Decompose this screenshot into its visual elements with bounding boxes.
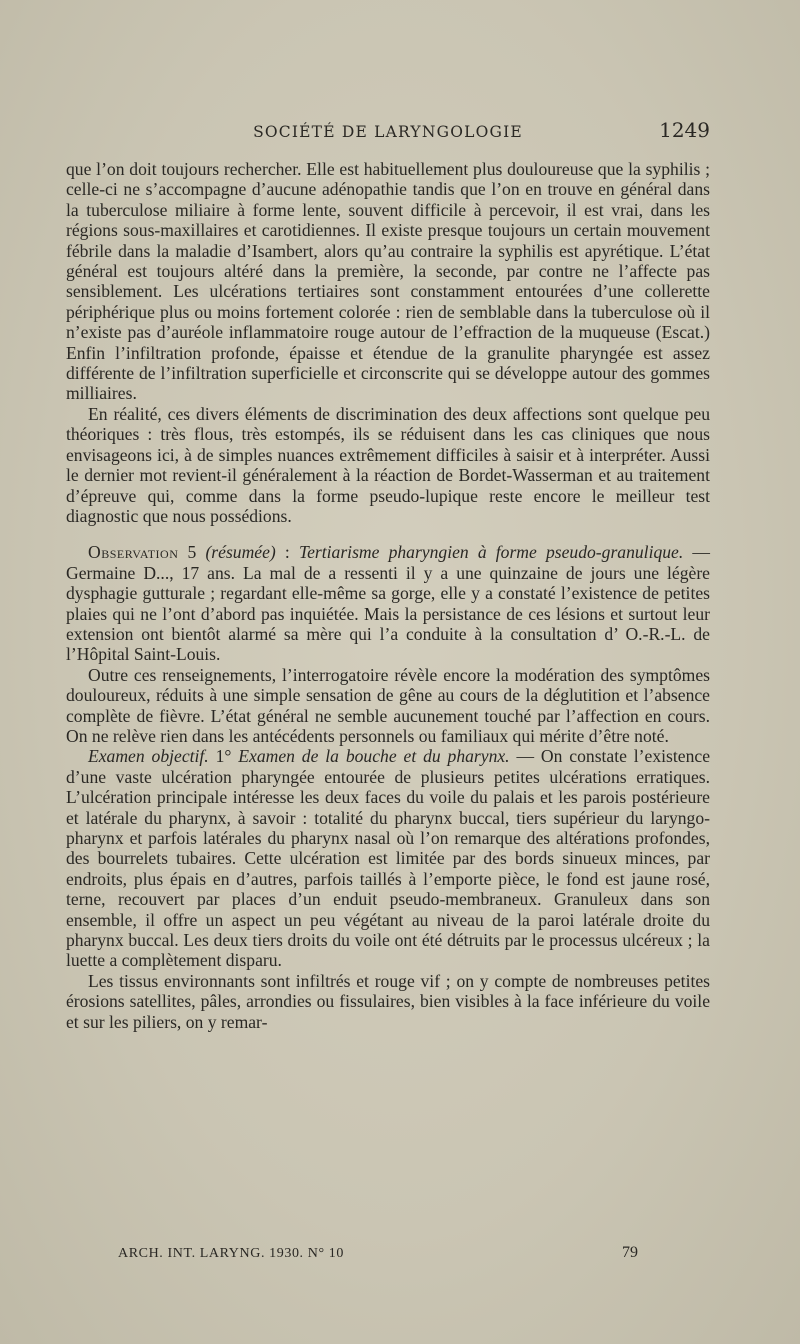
paragraph-examen	[66, 746, 710, 970]
observation-separator: :	[275, 542, 299, 563]
paragraph-tissus: Les tissus environnants sont infiltrés et rouge vif ; on y compte de nombreuses petites érosions satellites, pâles, arrondies ou fissulaires, bien visibles à la face inférieure du voile et sur les piliers, on y remar-	[66, 970, 710, 1032]
observation-resumee: (résumée)	[205, 542, 276, 563]
page-footer	[118, 1244, 638, 1268]
paragraph-continuation: que l’on doit toujours rechercher. Elle est habituellement plus douloureuse que la syphilis ; celle-ci ne s’accompagne d’aucune adénopathie tandis que l’on en trouve en général dans la tuberculose miliaire à forme lente, souvent difficile à percevoir, il est vrai, dans les régions sous-maxillaires et carotidiennes. Il existe presque toujours un certain mouvement fébrile dans la maladie d’Isambert, alors qu’au contraire la syphilis est apyrétique. L’état général est toujours altéré dans la première, la seconde, par contre ne l’affecte pas sensiblement. Les ulcérations tertiaires sont constamment entourées d’une collerette périphérique plus ou moins fortement colorée : rien de semblable dans la tuberculose où il n’existe pas d’auréole inflammatoire rouge autour de l’effraction de la muqueuse (Escat.) Enfin l’infiltration profonde, épaisse et étendue de la granulite pharyngée est assez différente de l’infiltration superficielle et circonscrite qui se développe autour des gommes milliaires.	[66, 159, 710, 404]
running-head	[66, 118, 710, 148]
observation-label: Observation	[88, 542, 179, 563]
observation-title: Tertiarisme pharyngien à forme pseudo-granulique.	[298, 542, 684, 563]
observation-number: 5	[178, 542, 206, 563]
examen-objectif-heading: Examen objectif.	[88, 746, 209, 767]
footer-sheet-number: 79	[622, 1244, 638, 1261]
paragraph-interrogatoire: Outre ces renseignements, l’interrogatoire révèle encore la modération des symptômes douloureux, réduits à une simple sensation de gêne au cours de la déglutition et l’absence complète de fièvre. L’état général ne semble aucunement touché par l’affection en cours. On ne relève rien dans les antécédents personnels ou familiaux qui mérite d’être noté.	[66, 664, 710, 746]
footer-journal-citation: ARCH. INT. LARYNG. 1930. N° 10	[118, 1246, 344, 1261]
examen-number: 1°	[208, 746, 239, 767]
observation-text: — Germaine D..., 17 ans. La mal de a ressenti il y a une quinzaine de jours une légère dysphagie gutturale ; regardant elle-même sa gorge, elle y a constaté l’existence de petites plaies qui ne l’ont d’abord pas inquiétée. Mais la persistance de ces lésions et surtout leur extension ont bientôt alarmé sa mère qui l’a conduite à la consultation d’ O.-R.-L. de l’Hôpital Saint-Louis.	[66, 542, 710, 665]
paragraph-discrimination: En réalité, ces divers éléments de discrimination des deux affections sont quelque peu théoriques : très flous, très estompés, ils se réduisent dans les cas cliniques que nous envisageons ici, à de simples nuances extrêmement difficiles à saisir et à interpréter. Aussi le dernier mot revient-il généralement à la réaction de Bordet-Wasserman et au traitement d’épreuve qui, comme dans la forme pseudo-lupique reste encore le meilleur test diagnostic que nous possédions.	[66, 403, 710, 526]
examen-text: — On constate l’existence d’une vaste ulcération pharyngée entourée de plusieurs petites ulcérations erratiques. L’ulcération principale intéresse les deux faces du voile du palais et les parois postérieure et latérale du pharynx, à savoir : totalité du pharynx buccal, tiers supérieur du laryngo-pharynx et parfois latérales du pharynx nasal où l’on remarque des altérations profondes, des bourrelets tubaires. Cette ulcération est limitée par des bords sinueux minces, par endroits, plus épais en d’autres, parfois taillés à l’emporte pièce, le fond est jaune rosé, terne, recouvert par places d’un enduit pseudo-membraneux. Granuleux dans son ensemble, il offre un aspect un peu végétant au niveau de la paroi latérale droite du pharynx buccal. Les deux tiers droits du voile ont été détruits par le processus ulcéreux ; la luette a complètement disparu.	[66, 746, 710, 971]
article-body	[66, 159, 710, 1032]
examen-bouche-heading: Examen de la bouche et du pharynx.	[238, 746, 510, 767]
page-number: 1249	[659, 118, 710, 142]
observation-paragraph	[66, 542, 710, 664]
running-title: SOCIÉTÉ DE LARYNGOLOGIE	[253, 123, 523, 141]
